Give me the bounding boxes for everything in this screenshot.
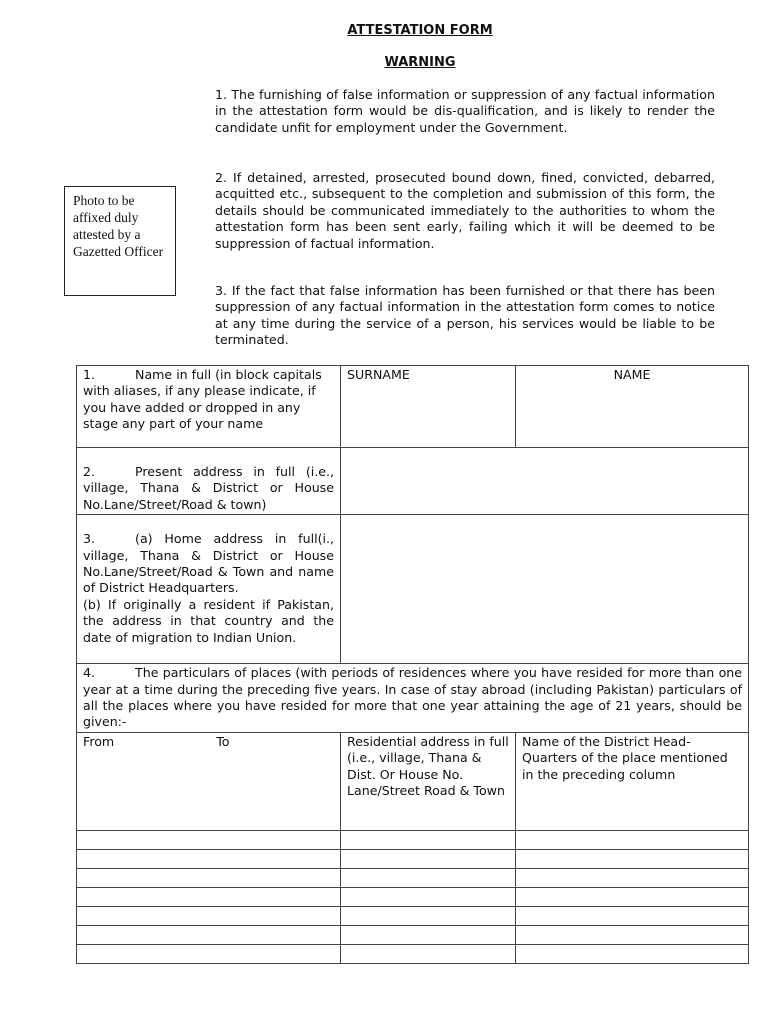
warning-2: 2. If detained, arrested, prosecuted bound down, fined, convicted, debarred, acquitted etc., subsequent to the completion and submission of this form, the details should be communicated immediately to the authorities to whom the attestation form has been sent early, failing which it will be deemed to be suppression of factual information. xyxy=(215,170,715,251)
table-row xyxy=(77,887,749,906)
table-row xyxy=(77,906,749,925)
address-header: Residential address in full (i.e., village, Thana & Dist. Or House No. Lane/Street Road & Town xyxy=(341,732,516,830)
table-row xyxy=(77,944,749,963)
from-label: From xyxy=(83,733,115,749)
photo-box[interactable] xyxy=(64,186,176,296)
q3-label: 3. (a) Home address in full(i., village, Thana & District or House No.Lane/Street/Road & Town and name of District Headquarters. (b) If originally a resident if Pakistan, the address in that country and the date of migration to Indian Union. xyxy=(77,515,341,664)
surname-label: SURNAME xyxy=(347,367,410,382)
to-label: To xyxy=(216,733,230,749)
hq-header: Name of the District Head-Quarters of the place mentioned in the preceding column xyxy=(516,732,749,830)
warning-3: 3. If the fact that false information has been furnished or that there has been suppression of any factual information in the attestation form comes to notice at any time during the service of a person, his services would be liable to be terminated. xyxy=(215,283,715,348)
warning-heading: WARNING xyxy=(384,55,456,70)
surname-field[interactable] xyxy=(341,366,516,448)
table-row xyxy=(77,830,749,849)
photo-box-label: Photo to be affixed duly attested by a Gazetted Officer xyxy=(73,193,164,259)
form-title: ATTESTATION FORM xyxy=(347,23,493,38)
attestation-table xyxy=(76,365,749,964)
home-address-field[interactable] xyxy=(341,515,749,664)
q1-label: 1. Name in full (in block capitals with aliases, if any please indicate, if you have added or dropped in any stage any part of your name xyxy=(77,366,341,448)
q4-label: 4. The particulars of places (with periods of residences where you have resided for more than one year at a time during the preceding five years. In case of stay abroad (including Pakistan) particulars of all the places where you have resided for more that one year attaining the age of 21 years, should be given:- xyxy=(77,664,749,733)
table-row xyxy=(77,849,749,868)
present-address-field[interactable] xyxy=(341,448,749,515)
name-field[interactable] xyxy=(516,366,749,448)
warning-1: 1. The furnishing of false information or suppression of any factual information in the attestation form would be dis-qualification, and is likely to render the candidate unfit for employment under the Government. xyxy=(215,87,715,135)
from-to-header xyxy=(77,732,341,830)
table-row xyxy=(77,868,749,887)
q2-label: 2. Present address in full (i.e., village, Thana & District or House No.Lane/Street/Road & town) xyxy=(77,448,341,515)
table-row xyxy=(77,925,749,944)
name-label: NAME xyxy=(613,367,651,382)
